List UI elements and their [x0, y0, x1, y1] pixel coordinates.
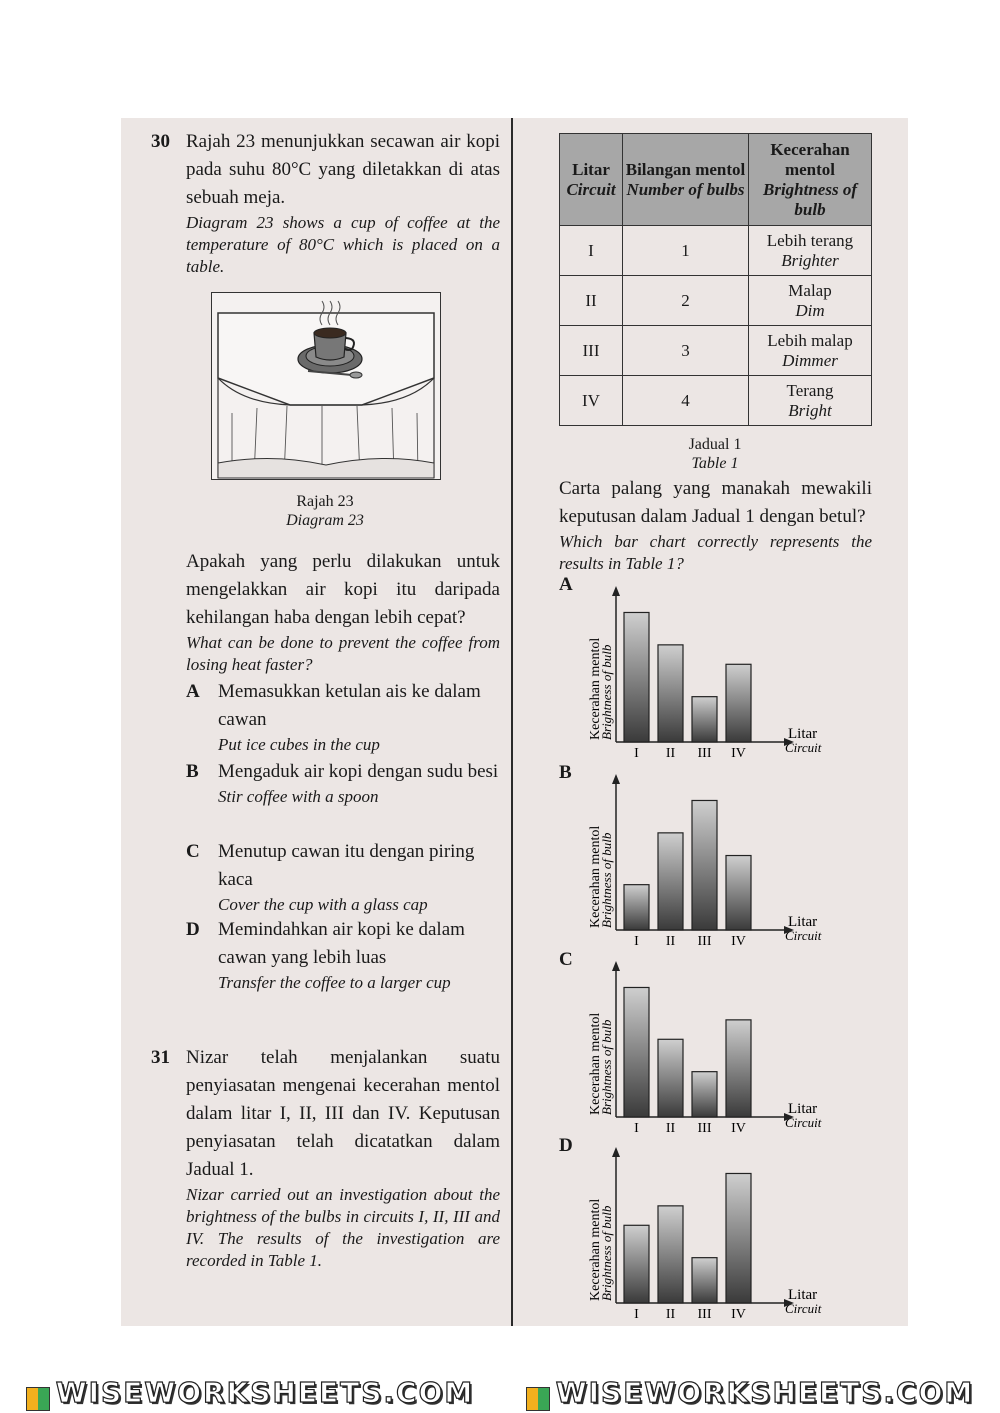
watermark-left — [26, 1376, 475, 1410]
table-row — [560, 226, 872, 276]
option-a-text-en: Put ice cubes in the cup — [218, 735, 380, 754]
x-axis-label-en: Circuit — [785, 1115, 822, 1130]
x-tick-label: IV — [731, 746, 746, 761]
x-axis-label: Litar — [788, 1101, 818, 1117]
x-tick-label: I — [634, 934, 639, 949]
cell-brightness-ms: Terang — [786, 380, 834, 400]
question-31-question-en: Which bar chart correctly represents the results in Table 1? — [559, 532, 872, 573]
watermark-text: WISEWORKSHEETS.COM — [55, 1376, 475, 1410]
x-tick-label: III — [697, 1121, 712, 1136]
x-tick-label: II — [665, 934, 676, 949]
column-divider — [511, 118, 513, 1326]
bar-IV — [726, 664, 751, 742]
question-31-stem-en: Nizar carried out an investigation about the brightness of the bulbs in circuits I, II, III and IV. The results of the investigation are recorded in Table 1. — [186, 1185, 500, 1270]
bar-IV — [726, 1173, 751, 1303]
bar-II — [658, 645, 683, 742]
option-c[interactable] — [186, 838, 500, 916]
table-row — [560, 276, 872, 326]
bar-I — [624, 1225, 649, 1303]
chart-option-b[interactable] — [559, 762, 882, 950]
bar-chart-d — [582, 1143, 882, 1323]
chart-option-c[interactable] — [559, 949, 882, 1137]
x-tick-label: II — [665, 1121, 676, 1136]
y-axis-arrow — [612, 586, 620, 596]
option-d-letter: D — [186, 919, 200, 940]
option-b-text-ms: Mengaduk air kopi dengan sudu besi — [218, 761, 499, 782]
header-circuit-en: Circuit — [566, 179, 616, 199]
x-tick-label: III — [697, 746, 712, 761]
watermark-text: WISEWORKSHEETS.COM — [555, 1376, 975, 1410]
table-1-caption — [640, 435, 790, 473]
cell-brightness-ms: Lebih terang — [766, 230, 854, 250]
footer-watermark — [0, 1374, 1000, 1413]
coffee-table-diagram — [211, 292, 441, 480]
question-31-stem — [186, 1044, 500, 1272]
cell-circuit: II — [560, 276, 623, 326]
question-31-question-ms: Carta palang yang manakah mewakili keputusan dalam Jadual 1 dengan betul? — [559, 478, 872, 527]
logo-icon — [526, 1387, 550, 1411]
x-tick-label: I — [634, 746, 639, 761]
option-a-letter: A — [186, 681, 200, 702]
option-c-text-en: Cover the cup with a glass cap — [218, 895, 428, 914]
x-tick-label: II — [665, 746, 676, 761]
x-axis-label-en: Circuit — [785, 1301, 822, 1316]
cell-brightness-ms: Malap — [788, 280, 832, 300]
option-d[interactable] — [186, 916, 500, 994]
header-bulbs — [623, 134, 749, 226]
y-axis-label-en: Brightness of bulb — [599, 832, 614, 928]
option-a[interactable] — [186, 678, 500, 756]
header-bulbs-en: Number of bulbs — [626, 179, 745, 199]
bar-II — [658, 833, 683, 930]
x-axis-label: Litar — [788, 914, 818, 930]
question-30-question-ms: Apakah yang perlu dilakukan untuk mengelakkan air kopi itu daripada kehilangan haba dengan lebih cepat? — [186, 551, 500, 628]
diagram-23-caption-ms: Rajah 23 — [296, 493, 354, 510]
logo-icon — [26, 1387, 50, 1411]
table-header-row — [560, 134, 872, 226]
question-30-question — [186, 548, 500, 676]
question-31-number: 31 — [151, 1047, 170, 1068]
x-tick-label: III — [697, 934, 712, 949]
cell-brightness — [749, 276, 872, 326]
table-1 — [559, 133, 872, 426]
diagram-23-caption — [250, 492, 400, 530]
cell-circuit: I — [560, 226, 623, 276]
cell-brightness — [749, 376, 872, 426]
table-1-caption-en: Table 1 — [691, 455, 739, 472]
cell-bulbs: 4 — [623, 376, 749, 426]
bar-III — [692, 1258, 717, 1303]
x-tick-label: I — [634, 1307, 639, 1322]
table-1-caption-ms: Jadual 1 — [688, 436, 742, 453]
bar-II — [658, 1039, 683, 1117]
bar-III — [692, 800, 717, 930]
x-tick-label: IV — [731, 1307, 746, 1322]
y-axis-label: Kecerahan mentol — [588, 1198, 603, 1301]
header-brightness-ms: Kecerahan mentol — [770, 139, 850, 179]
bar-III — [692, 697, 717, 742]
y-axis-label: Kecerahan mentol — [588, 1012, 603, 1115]
bar-I — [624, 987, 649, 1117]
chart-a-letter: A — [559, 574, 573, 595]
option-c-letter: C — [186, 841, 200, 862]
table-row — [560, 376, 872, 426]
x-tick-label: III — [697, 1307, 712, 1322]
chart-c-letter: C — [559, 949, 573, 970]
cell-circuit: III — [560, 326, 623, 376]
option-b-text-en: Stir coffee with a spoon — [218, 787, 379, 806]
option-c-text-ms: Menutup cawan itu dengan piring kaca — [218, 841, 475, 890]
cell-brightness-en: Dim — [795, 300, 825, 320]
question-30-question-en: What can be done to prevent the coffee from losing heat faster? — [186, 633, 500, 674]
bar-I — [624, 612, 649, 742]
x-tick-label: IV — [731, 1121, 746, 1136]
bar-IV — [726, 856, 751, 930]
question-30-stem-en: Diagram 23 shows a cup of coffee at the temperature of 80°C which is placed on a table. — [186, 213, 500, 276]
x-axis-label: Litar — [788, 726, 818, 742]
option-b-letter: B — [186, 761, 199, 782]
question-31-question — [559, 475, 872, 575]
cell-brightness — [749, 326, 872, 376]
question-30-stem-ms: Rajah 23 menunjukkan secawan air kopi pada suhu 80°C yang diletakkan di atas sebuah meja. — [186, 131, 500, 208]
coffee-cup-on-table-illustration — [212, 293, 440, 479]
chart-option-a[interactable] — [559, 574, 882, 762]
option-d-text-ms: Memindahkan air kopi ke dalam cawan yang lebih luas — [218, 919, 465, 968]
header-circuit — [560, 134, 623, 226]
question-30-stem — [186, 128, 500, 278]
bar-IV — [726, 1020, 751, 1117]
bar-I — [624, 885, 649, 930]
chart-d-letter: D — [559, 1135, 573, 1156]
y-axis-label: Kecerahan mentol — [588, 825, 603, 928]
header-bulbs-ms: Bilangan mentol — [625, 159, 746, 179]
cell-brightness — [749, 226, 872, 276]
header-brightness — [749, 134, 872, 226]
table-row — [560, 326, 872, 376]
question-30-number: 30 — [151, 131, 170, 152]
option-b[interactable] — [186, 758, 500, 808]
bar-chart-b — [582, 770, 882, 950]
cell-bulbs: 1 — [623, 226, 749, 276]
cell-brightness-en: Brighter — [781, 250, 839, 270]
bar-chart-a — [582, 582, 882, 762]
cell-brightness-en: Dimmer — [782, 350, 838, 370]
y-axis-label-en: Brightness of bulb — [599, 1205, 614, 1301]
y-axis-label-en: Brightness of bulb — [599, 1019, 614, 1115]
diagram-23-caption-en: Diagram 23 — [286, 512, 364, 529]
cell-brightness-en: Bright — [788, 400, 832, 420]
option-d-text-en: Transfer the coffee to a larger cup — [218, 973, 451, 992]
header-circuit-ms: Litar — [572, 159, 610, 179]
y-axis-arrow — [612, 1147, 620, 1157]
x-tick-label: I — [634, 1121, 639, 1136]
cell-bulbs: 2 — [623, 276, 749, 326]
y-axis-label: Kecerahan mentol — [588, 637, 603, 740]
watermark-right — [526, 1376, 975, 1410]
chart-option-d[interactable] — [559, 1135, 882, 1323]
bar-chart-c — [582, 957, 882, 1137]
header-brightness-en: Brightness of bulb — [763, 179, 857, 219]
cell-bulbs: 3 — [623, 326, 749, 376]
y-axis-arrow — [612, 961, 620, 971]
bar-III — [692, 1072, 717, 1117]
question-31-stem-ms: Nizar telah menjalankan suatu penyiasatan mengenai kecerahan mentol dalam litar I, II, III dan IV. Keputusan penyiasatan telah dicatatkan dalam Jadual 1. — [186, 1047, 500, 1180]
x-axis-label-en: Circuit — [785, 928, 822, 943]
cell-circuit: IV — [560, 376, 623, 426]
bar-II — [658, 1206, 683, 1303]
cell-brightness-ms: Lebih malap — [767, 330, 853, 350]
y-axis-arrow — [612, 774, 620, 784]
x-axis-label: Litar — [788, 1287, 818, 1303]
x-axis-label-en: Circuit — [785, 740, 822, 755]
chart-b-letter: B — [559, 762, 572, 783]
option-a-text-ms: Memasukkan ketulan ais ke dalam cawan — [218, 681, 481, 730]
y-axis-label-en: Brightness of bulb — [599, 644, 614, 740]
x-tick-label: IV — [731, 934, 746, 949]
x-tick-label: II — [665, 1307, 676, 1322]
